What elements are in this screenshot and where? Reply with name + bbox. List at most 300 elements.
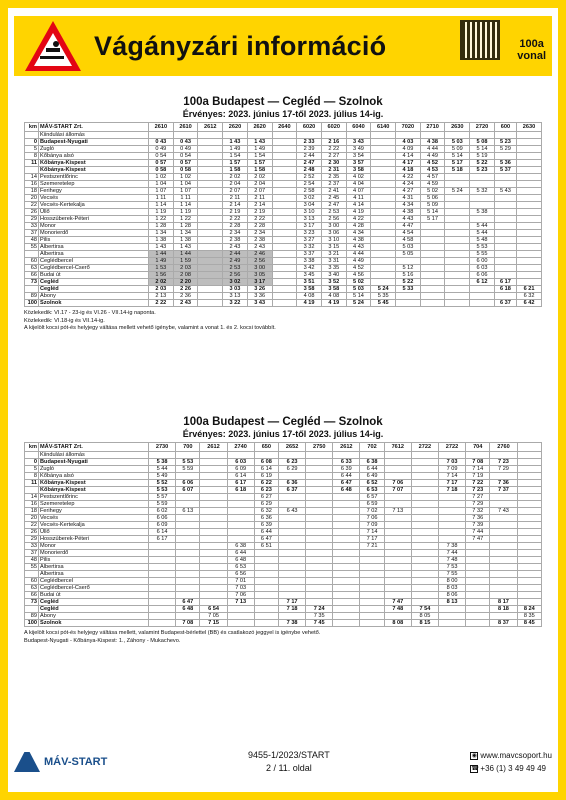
time-cell: 2 46 xyxy=(247,251,272,258)
time-cell: 7 55 xyxy=(438,571,465,578)
time-cell xyxy=(200,599,227,606)
table-row xyxy=(25,258,542,265)
footer xyxy=(14,740,552,784)
station-name: Kőbánya-Kispest xyxy=(39,167,149,174)
time-cell xyxy=(333,585,360,592)
time-cell: 8 45 xyxy=(517,620,541,627)
time-cell xyxy=(517,466,541,473)
km-cell: 48 xyxy=(25,557,39,564)
time-cell xyxy=(254,578,278,585)
time-cell xyxy=(306,522,333,529)
time-cell xyxy=(200,508,227,515)
station-name: Albertirsa xyxy=(39,244,149,251)
time-cell: 1 14 xyxy=(149,202,174,209)
timetable-section-2 xyxy=(24,416,542,645)
time-cell xyxy=(176,529,200,536)
time-cell xyxy=(200,501,227,508)
time-cell xyxy=(490,494,517,501)
table-row xyxy=(25,466,542,473)
time-cell xyxy=(149,585,176,592)
table-row xyxy=(25,223,542,230)
time-cell: 1 07 xyxy=(173,188,198,195)
time-cell: 2 34 xyxy=(247,230,272,237)
time-cell xyxy=(384,452,411,459)
time-cell xyxy=(254,557,278,564)
time-cell: 5 33 xyxy=(396,286,421,293)
time-cell xyxy=(333,508,360,515)
time-cell xyxy=(333,606,360,613)
time-cell: 2 56 xyxy=(247,258,272,265)
time-cell: 6 52 xyxy=(360,480,384,487)
time-cell: 3 58 xyxy=(297,286,322,293)
time-cell: 2 07 xyxy=(247,188,272,195)
time-cell xyxy=(198,160,223,167)
station-name: Monorierdő xyxy=(39,550,149,557)
table-row xyxy=(25,209,542,216)
time-cell: 3 42 xyxy=(297,265,322,272)
station-name: Szolnok xyxy=(39,620,149,627)
time-cell: 3 37 xyxy=(297,251,322,258)
time-cell: 2 28 xyxy=(247,223,272,230)
km-cell: 26 xyxy=(25,529,39,536)
time-cell: 4 02 xyxy=(346,174,371,181)
time-cell xyxy=(149,606,176,613)
time-cell: 6 49 xyxy=(360,473,384,480)
time-cell xyxy=(517,459,541,466)
train-number: 2760 xyxy=(490,443,517,452)
time-cell: 1 58 xyxy=(247,167,272,174)
station-name: Kiindulási állomás xyxy=(39,132,149,139)
time-cell xyxy=(272,272,297,279)
time-cell: 7 54 xyxy=(411,606,438,613)
time-cell: 7 07 xyxy=(384,487,411,494)
time-cell: 3 17 xyxy=(297,223,322,230)
time-cell xyxy=(384,466,411,473)
time-cell xyxy=(306,564,333,571)
time-cell: 1 43 xyxy=(173,244,198,251)
time-cell: 6 48 xyxy=(333,487,360,494)
time-cell xyxy=(445,237,470,244)
time-cell xyxy=(466,578,490,585)
time-cell: 2 58 xyxy=(297,188,322,195)
time-cell xyxy=(494,244,516,251)
time-cell xyxy=(470,293,495,300)
station-name: Budapest-Nyugati xyxy=(39,459,149,466)
table-row xyxy=(25,529,542,536)
time-cell: 3 49 xyxy=(346,146,371,153)
station-name: Vecsés-Kertekalja xyxy=(39,202,149,209)
time-cell xyxy=(494,181,516,188)
time-cell xyxy=(306,571,333,578)
time-cell xyxy=(306,473,333,480)
km-cell: 16 xyxy=(25,181,39,188)
time-cell xyxy=(149,578,176,585)
time-cell: 6 06 xyxy=(176,480,200,487)
time-cell xyxy=(254,620,278,627)
time-cell xyxy=(333,550,360,557)
note-line: Budapest-Nyugati - Kőbánya-Kispest: 1., Záhony - Mukachevo. xyxy=(24,637,181,644)
time-cell: 4 09 xyxy=(396,146,421,153)
time-cell xyxy=(445,286,470,293)
time-cell xyxy=(517,258,542,265)
line-label: vonal xyxy=(517,50,546,62)
time-cell xyxy=(470,181,495,188)
time-cell xyxy=(360,550,384,557)
km-cell xyxy=(25,452,39,459)
time-cell: 4 34 xyxy=(346,230,371,237)
time-cell: 1 04 xyxy=(173,181,198,188)
note-line: Közlekedik: VI.18-ig és VII.14-ig. xyxy=(24,317,105,324)
time-cell: 3 52 xyxy=(321,279,346,286)
time-cell: 8 17 xyxy=(490,599,517,606)
station-name: Kőbánya-Kispest xyxy=(39,480,149,487)
station-name: Kiindulási állomás xyxy=(39,452,149,459)
time-cell xyxy=(517,230,542,237)
time-cell xyxy=(411,536,438,543)
phone-icon: ☎ xyxy=(471,765,479,772)
time-cell xyxy=(517,223,542,230)
time-cell: 5 24 xyxy=(346,300,371,307)
table-row xyxy=(25,167,542,174)
time-cell: 2 31 xyxy=(321,167,346,174)
time-cell xyxy=(227,529,254,536)
time-cell xyxy=(470,132,495,139)
time-cell: 4 49 xyxy=(346,258,371,265)
time-cell xyxy=(306,480,333,487)
time-cell: 0 43 xyxy=(149,139,174,146)
time-cell xyxy=(360,599,384,606)
time-cell xyxy=(494,209,516,216)
time-cell: 4 27 xyxy=(396,188,421,195)
time-cell xyxy=(445,244,470,251)
table-row xyxy=(25,550,542,557)
time-cell xyxy=(438,508,465,515)
time-cell xyxy=(371,195,396,202)
time-cell xyxy=(360,557,384,564)
time-cell: 4 43 xyxy=(346,244,371,251)
time-cell: 2 43 xyxy=(173,300,198,307)
time-cell xyxy=(420,279,445,286)
km-cell: 37 xyxy=(25,550,39,557)
time-cell: 2 44 xyxy=(297,153,322,160)
time-cell xyxy=(176,613,200,620)
time-cell xyxy=(198,244,223,251)
time-cell: 2 04 xyxy=(247,181,272,188)
time-cell: 0 49 xyxy=(149,146,174,153)
train-number: 7612 xyxy=(384,443,411,452)
time-cell: 7 08 xyxy=(466,459,490,466)
time-cell xyxy=(494,230,516,237)
time-cell: 5 24 xyxy=(371,286,396,293)
time-cell xyxy=(272,139,297,146)
time-cell xyxy=(198,300,223,307)
time-cell xyxy=(517,209,542,216)
time-cell xyxy=(272,160,297,167)
time-cell xyxy=(149,620,176,627)
time-cell xyxy=(445,209,470,216)
time-cell: 5 03 xyxy=(445,139,470,146)
time-cell xyxy=(445,265,470,272)
time-cell xyxy=(198,181,223,188)
time-cell: 6 21 xyxy=(517,286,542,293)
time-cell: 3 00 xyxy=(321,223,346,230)
time-cell xyxy=(198,167,223,174)
time-cell xyxy=(371,237,396,244)
time-cell xyxy=(279,578,306,585)
table-row xyxy=(25,585,542,592)
station-name: Ceglédbercel-Cserő xyxy=(39,265,149,272)
time-cell xyxy=(411,585,438,592)
time-cell: 3 15 xyxy=(321,244,346,251)
time-cell xyxy=(517,272,542,279)
time-cell: 1 49 xyxy=(247,146,272,153)
time-cell xyxy=(272,251,297,258)
time-cell xyxy=(198,146,223,153)
time-cell: 0 54 xyxy=(173,153,198,160)
time-cell: 6 09 xyxy=(149,522,176,529)
time-cell xyxy=(411,466,438,473)
time-cell: 2 54 xyxy=(297,181,322,188)
time-cell: 4 04 xyxy=(346,181,371,188)
train-number: 6020 xyxy=(297,123,322,132)
time-cell xyxy=(438,613,465,620)
time-cell: 1 49 xyxy=(149,258,174,265)
table-row xyxy=(25,139,542,146)
station-name: Cegléd xyxy=(39,599,149,606)
time-cell: 2 03 xyxy=(149,286,174,293)
time-cell: 6 13 xyxy=(176,508,200,515)
time-cell xyxy=(466,599,490,606)
time-cell: 6 03 xyxy=(470,265,495,272)
time-cell xyxy=(517,522,541,529)
time-cell: 7 29 xyxy=(490,466,517,473)
time-cell: 6 33 xyxy=(333,459,360,466)
time-cell: 5 48 xyxy=(470,237,495,244)
section-validity: Érvényes: 2023. június 17-től 2023. július 14-ig. xyxy=(182,109,384,119)
time-cell: 5 53 xyxy=(149,487,176,494)
time-cell xyxy=(254,592,278,599)
time-cell: 4 59 xyxy=(420,181,445,188)
time-cell: 8 15 xyxy=(411,620,438,627)
time-cell xyxy=(411,522,438,529)
time-cell: 7 19 xyxy=(466,473,490,480)
time-cell xyxy=(254,599,278,606)
train-number: 702 xyxy=(360,443,384,452)
time-cell xyxy=(384,557,411,564)
train-number: 6020 xyxy=(321,123,346,132)
time-cell: 2 22 xyxy=(149,300,174,307)
km-cell: 66 xyxy=(25,272,39,279)
time-cell: 2 16 xyxy=(321,139,346,146)
train-number: 704 xyxy=(466,443,490,452)
time-cell xyxy=(176,543,200,550)
time-cell xyxy=(227,452,254,459)
time-cell: 5 44 xyxy=(149,466,176,473)
time-cell xyxy=(279,473,306,480)
time-cell: 1 11 xyxy=(173,195,198,202)
km-cell xyxy=(25,167,39,174)
time-cell xyxy=(272,279,297,286)
time-cell xyxy=(149,564,176,571)
time-cell: 2 36 xyxy=(173,293,198,300)
time-cell: 7 18 xyxy=(438,487,465,494)
time-cell xyxy=(396,300,421,307)
time-cell: 4 11 xyxy=(346,195,371,202)
time-cell xyxy=(517,480,541,487)
time-cell xyxy=(371,272,396,279)
logo-mark-icon xyxy=(14,752,40,772)
km-cell: 100 xyxy=(25,300,39,307)
time-cell: 0 54 xyxy=(149,153,174,160)
time-cell xyxy=(438,501,465,508)
time-cell xyxy=(198,202,223,209)
time-cell: 1 19 xyxy=(173,209,198,216)
time-cell: 3 13 xyxy=(223,293,248,300)
time-cell xyxy=(411,452,438,459)
station-name: Hosszúberek-Péteri xyxy=(39,216,149,223)
time-cell xyxy=(306,543,333,550)
time-cell xyxy=(517,585,541,592)
time-cell xyxy=(494,223,516,230)
time-cell: 1 57 xyxy=(247,160,272,167)
time-cell: 7 29 xyxy=(466,501,490,508)
time-cell xyxy=(411,487,438,494)
station-name: Ferihegy xyxy=(39,508,149,515)
time-cell: 6 44 xyxy=(227,550,254,557)
time-cell: 2 20 xyxy=(173,279,198,286)
time-cell xyxy=(445,223,470,230)
time-cell xyxy=(333,522,360,529)
time-cell xyxy=(149,550,176,557)
time-cell xyxy=(306,529,333,536)
time-cell: 7 36 xyxy=(466,515,490,522)
time-cell xyxy=(411,515,438,522)
table-row xyxy=(25,286,542,293)
time-cell xyxy=(384,592,411,599)
time-cell: 5 44 xyxy=(470,223,495,230)
table-row xyxy=(25,564,542,571)
time-cell xyxy=(490,515,517,522)
time-cell: 5 55 xyxy=(470,251,495,258)
time-cell: 2 03 xyxy=(173,265,198,272)
time-cell xyxy=(411,501,438,508)
time-cell: 5 22 xyxy=(470,160,495,167)
time-cell xyxy=(466,557,490,564)
station-name: Ceglédbercel-Cserő xyxy=(39,585,149,592)
table-row xyxy=(25,237,542,244)
time-cell xyxy=(494,132,516,139)
station-name: Ferihegy xyxy=(39,188,149,195)
time-cell xyxy=(360,571,384,578)
time-cell: 3 45 xyxy=(297,272,322,279)
station-name: Vecsés-Kertekalja xyxy=(39,522,149,529)
station-name: Pilis xyxy=(39,557,149,564)
note-line: A kijelölt kocsi pót-és helyjegy váltása mellett, valamint Budapest-bérlettel (BB) és csatlakozó jeggyel is igénybe vehető. xyxy=(24,630,321,636)
time-cell: 4 54 xyxy=(396,230,421,237)
time-cell: 5 19 xyxy=(470,153,495,160)
time-cell xyxy=(420,223,445,230)
time-cell xyxy=(384,473,411,480)
time-cell: 5 53 xyxy=(176,459,200,466)
train-number: 2612 xyxy=(200,443,227,452)
time-cell xyxy=(411,599,438,606)
time-cell xyxy=(420,244,445,251)
time-cell xyxy=(445,293,470,300)
time-cell xyxy=(445,230,470,237)
time-cell: 1 19 xyxy=(149,209,174,216)
time-cell: 2 35 xyxy=(321,174,346,181)
time-cell xyxy=(517,473,541,480)
time-cell xyxy=(384,515,411,522)
time-cell: 1 56 xyxy=(149,272,174,279)
time-cell: 8 24 xyxy=(517,606,541,613)
time-cell: 4 03 xyxy=(396,139,421,146)
time-cell: 5 44 xyxy=(470,230,495,237)
time-cell xyxy=(445,216,470,223)
time-cell xyxy=(272,195,297,202)
time-cell: 4 19 xyxy=(297,300,322,307)
time-cell: 7 32 xyxy=(466,508,490,515)
time-cell: 6 19 xyxy=(254,473,278,480)
station-name: Pestszentlőrinc xyxy=(39,174,149,181)
time-cell xyxy=(272,286,297,293)
time-cell xyxy=(198,237,223,244)
time-cell: 6 02 xyxy=(149,508,176,515)
time-cell xyxy=(200,529,227,536)
table-row xyxy=(25,188,542,195)
time-cell xyxy=(272,202,297,209)
km-cell: 89 xyxy=(25,613,39,620)
time-cell xyxy=(517,167,542,174)
time-cell xyxy=(254,564,278,571)
time-cell xyxy=(490,564,517,571)
station-name: Monorierdő xyxy=(39,230,149,237)
time-cell xyxy=(279,550,306,557)
time-cell: 2 07 xyxy=(223,188,248,195)
time-cell xyxy=(200,487,227,494)
website[interactable]: www.mavcsoport.hu xyxy=(480,751,552,760)
time-cell xyxy=(272,265,297,272)
station-name: Pilis xyxy=(39,237,149,244)
time-cell: 6 29 xyxy=(254,501,278,508)
time-cell xyxy=(517,181,542,188)
table-row xyxy=(25,606,542,613)
time-cell: 3 32 xyxy=(297,244,322,251)
time-cell xyxy=(411,578,438,585)
page-title: Vágányzári információ xyxy=(94,30,387,61)
time-cell xyxy=(470,195,495,202)
time-cell: 3 58 xyxy=(321,286,346,293)
time-cell xyxy=(306,487,333,494)
time-cell xyxy=(306,508,333,515)
time-cell xyxy=(176,522,200,529)
table-row xyxy=(25,230,542,237)
time-cell xyxy=(494,195,516,202)
time-cell: 1 34 xyxy=(173,230,198,237)
km-cell: 73 xyxy=(25,279,39,286)
time-cell: 7 15 xyxy=(200,620,227,627)
time-cell xyxy=(445,202,470,209)
time-cell xyxy=(333,557,360,564)
km-cell: 60 xyxy=(25,258,39,265)
time-cell: 6 37 xyxy=(494,300,516,307)
time-cell: 4 24 xyxy=(396,181,421,188)
train-number: 2710 xyxy=(420,123,445,132)
table-row xyxy=(25,202,542,209)
time-cell xyxy=(411,473,438,480)
km-cell: 48 xyxy=(25,237,39,244)
time-cell: 1 04 xyxy=(149,181,174,188)
